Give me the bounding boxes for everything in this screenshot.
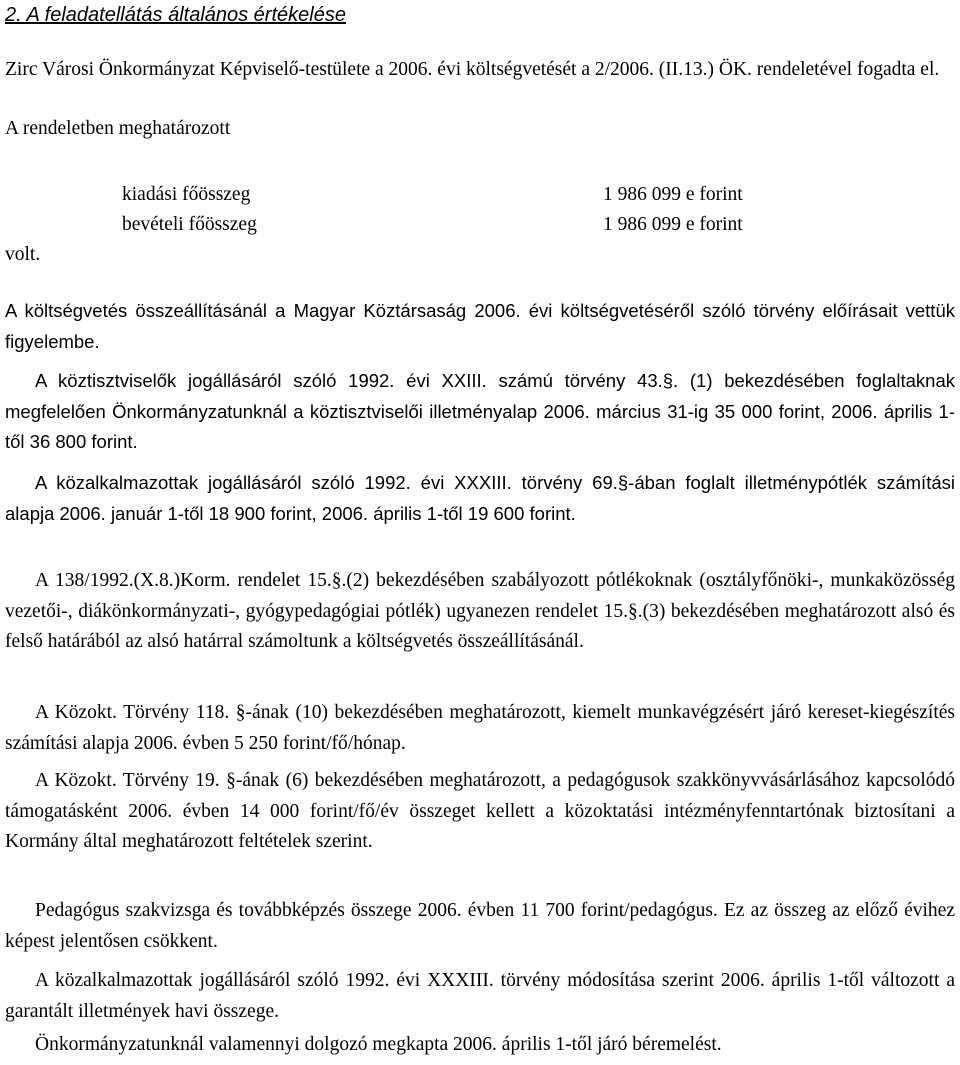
paragraph-teacher-training: Pedagógus szakvizsga és továbbképzés összege 2006. évben 11 700 forint/pedagógus. Ez az összeg az előző évihez képest jelentősen csökkent. xyxy=(5,900,955,952)
amount-label-expenditure: kiadási főösszeg xyxy=(122,184,251,205)
amount-value-expenditure: 1 986 099 e forint xyxy=(603,184,743,205)
paragraph-civil-servants: A köztisztviselők jogállásáról szóló 1992. évi XXIII. számú törvény 43.§. (1) bekezdésében foglaltaknak megfelelően Önkormányzatunknál a köztisztviselői illetményalap 2006. március 31-ig 35 000 forint, 2006. április 1-től 36 800 forint. xyxy=(5,370,955,452)
paragraph-volt: volt. xyxy=(5,244,41,265)
paragraph-allowances: A 138/1992.(X.8.)Korm. rendelet 15.§.(2) bekezdésében szabályozott pótlékoknak (osztályfőnöki-, munkaközösség vezetői-, diákönkormányzati-, gyógypedagógiai pótlék) ugyanezen rendelet 15.§.(3) bekezdésében meghatározott alsó és felső határából az alsó határral számoltunk a költségvetés összeállításánál. xyxy=(5,570,955,652)
paragraph-pay-raise: Önkormányzatunknál valamennyi dolgozó megkapta 2006. április 1-től járó béremelést. xyxy=(35,1034,722,1055)
paragraph-regulation-intro: A rendeletben meghatározott xyxy=(5,118,231,139)
paragraph-state-budget: A költségvetés összeállításánál a Magyar Köztársaság 2006. évi költségvetéséről szóló törvény előírásait vettük figyelembe. xyxy=(5,300,955,352)
paragraph-public-employees: A közalkalmazottak jogállásáról szóló 1992. évi XXXIII. törvény 69.§-ában foglalt illetménypótlék számítási alapja 2006. január 1-től 18 900 forint, 2006. április 1-től 19 600 forint. xyxy=(5,472,955,524)
paragraph-budget-adoption: Zirc Városi Önkormányzat Képviselő-testülete a 2006. évi költségvetését a 2/2006. (II.13.) ÖK. rendeletével fogadta el. xyxy=(5,59,940,80)
paragraph-guaranteed-wages: A közalkalmazottak jogállásáról szóló 1992. évi XXXIII. törvény módosítása szerint 2006. április 1-től változott a garantált illetmények havi összege. xyxy=(5,970,955,1022)
amount-label-revenue: bevételi főösszeg xyxy=(122,214,257,235)
amount-value-revenue: 1 986 099 e forint xyxy=(603,214,743,235)
section-heading: 2. A feladatellátás általános értékelése xyxy=(5,4,346,26)
paragraph-book-support: A Közokt. Törvény 19. §-ának (6) bekezdésében meghatározott, a pedagógusok szakkönyvvásárlásához kapcsolódó támogatásként 2006. évben 14 000 forint/fő/év összeget kellett a közoktatási intézményfenntartónak biztosítani a Kormány által meghatározott feltételek szerint. xyxy=(5,770,955,852)
paragraph-extra-work: A Közokt. Törvény 118. §-ának (10) bekezdésében meghatározott, kiemelt munkavégzésért járó kereset-kiegészítés számítási alapja 2006. évben 5 250 forint/fő/hónap. xyxy=(5,702,955,754)
